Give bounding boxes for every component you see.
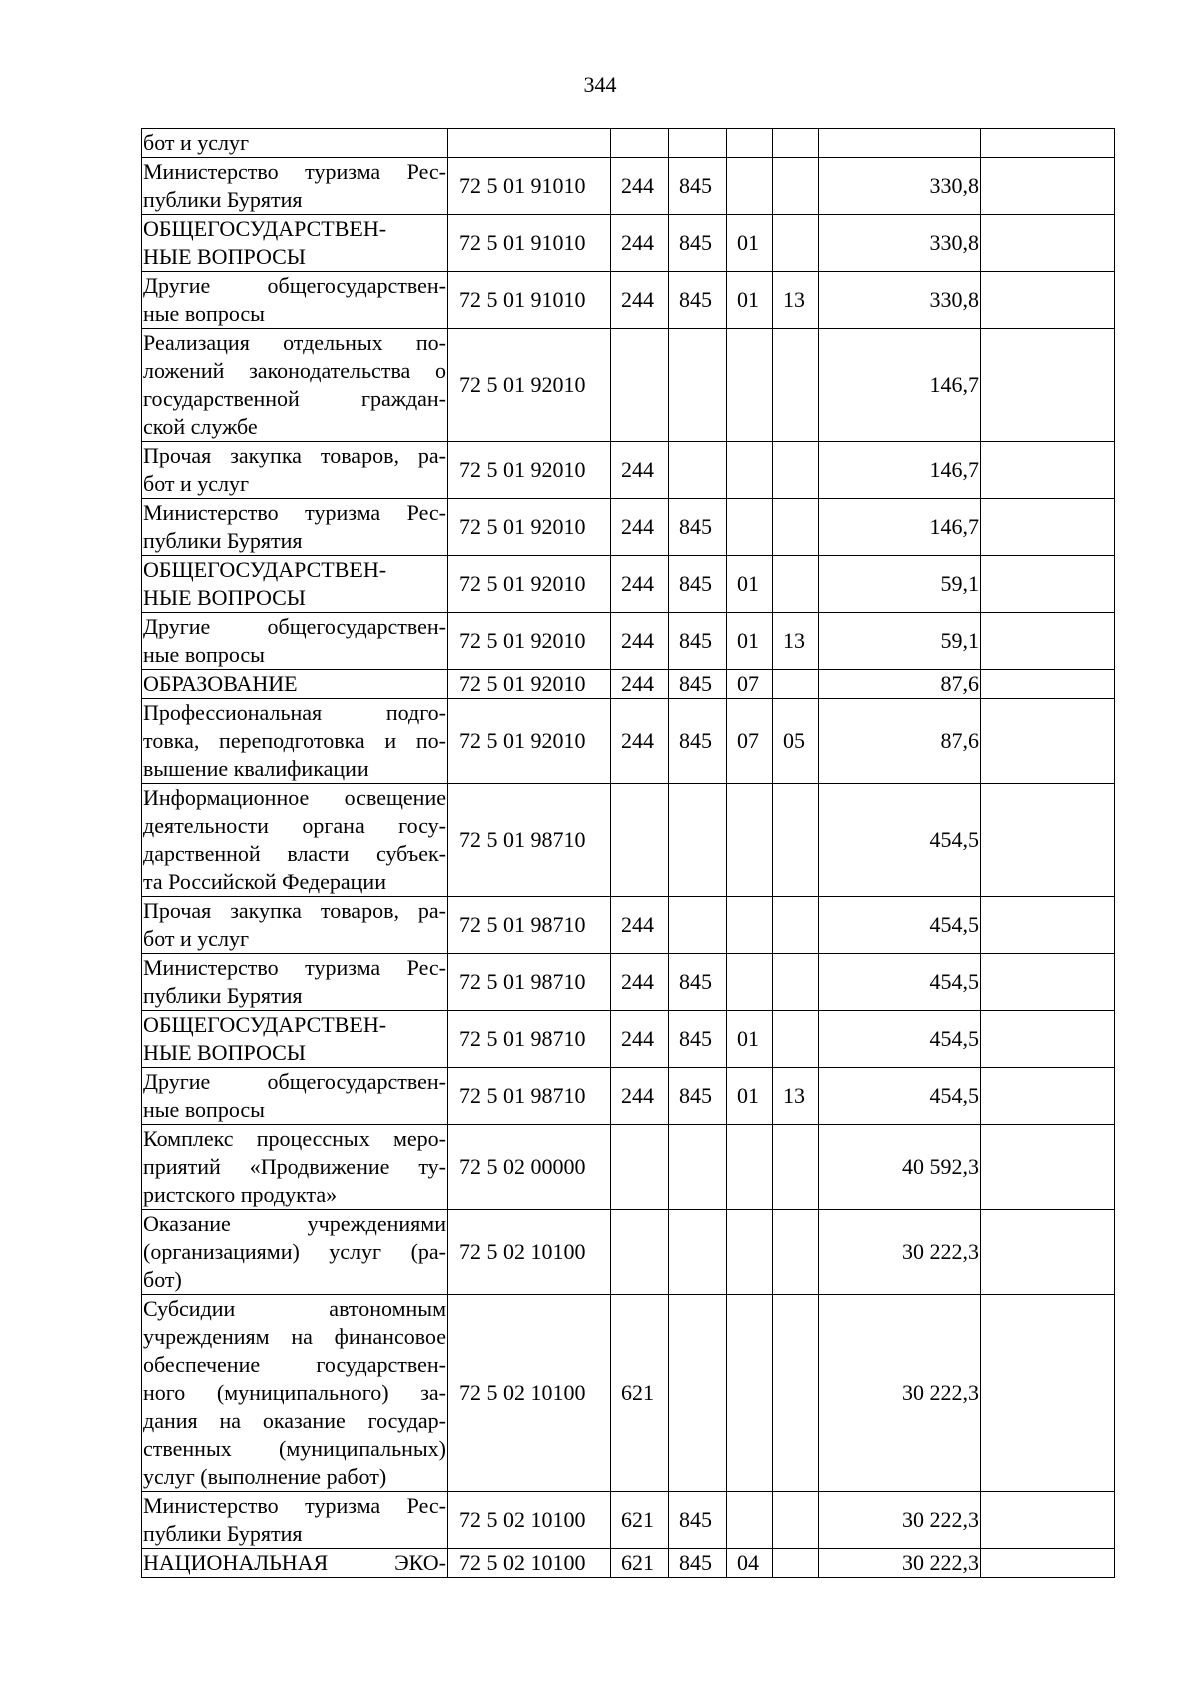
table-row: [142, 1549, 1115, 1578]
ministry-code-cell: 845: [669, 1492, 727, 1549]
ministry-code-cell: [669, 1295, 727, 1492]
expense-type-cell: [611, 784, 669, 897]
extra-cell: [981, 670, 1115, 699]
amount-cell: 454,5: [819, 897, 981, 954]
ministry-code-cell: 845: [669, 215, 727, 272]
table-row: [142, 129, 1115, 158]
extra-cell: [981, 442, 1115, 499]
section-cell: [727, 499, 773, 556]
expense-type-cell: 244: [611, 1068, 669, 1125]
ministry-code-cell: 845: [669, 158, 727, 215]
ministry-code-cell: [669, 1125, 727, 1210]
row-name-line: Комплекс процессных меро-: [143, 1126, 446, 1151]
row-name-line: вышение квалификации: [143, 756, 369, 781]
extra-cell: [981, 1011, 1115, 1068]
expense-type-cell: [611, 1125, 669, 1210]
row-name-line: НЫЕ ВОПРОСЫ: [143, 1040, 306, 1065]
subsection-cell: [773, 442, 819, 499]
expense-type-cell: 244: [611, 556, 669, 613]
amount-cell: 454,5: [819, 784, 981, 897]
ministry-code-cell: 845: [669, 670, 727, 699]
amount-cell: 330,8: [819, 272, 981, 329]
row-name-line: та Российской Федерации: [143, 869, 386, 894]
row-name-cell: [142, 1068, 448, 1125]
subsection-cell: [773, 1549, 819, 1578]
amount-cell: 330,8: [819, 215, 981, 272]
row-name-line: Профессиональная подго-: [143, 700, 446, 725]
row-name-cell: [142, 442, 448, 499]
target-article-cell: 72 5 01 98710: [448, 1068, 611, 1125]
row-name-cell: [142, 784, 448, 897]
table-row: [142, 784, 1115, 897]
amount-cell: 59,1: [819, 556, 981, 613]
amount-cell: 59,1: [819, 613, 981, 670]
row-name-line: ОБЩЕГОСУДАРСТВЕН-: [143, 557, 387, 582]
subsection-cell: [773, 1492, 819, 1549]
amount-cell: 30 222,3: [819, 1210, 981, 1295]
row-name-line: ОБЩЕГОСУДАРСТВЕН-: [143, 1012, 387, 1037]
expense-type-cell: 621: [611, 1295, 669, 1492]
subsection-cell: [773, 897, 819, 954]
table-row: [142, 954, 1115, 1011]
subsection-cell: [773, 556, 819, 613]
target-article-cell: 72 5 01 92010: [448, 499, 611, 556]
amount-cell: 30 222,3: [819, 1295, 981, 1492]
expense-type-cell: 244: [611, 272, 669, 329]
section-cell: [727, 129, 773, 158]
ministry-code-cell: [669, 442, 727, 499]
row-name-line: бот и услуг: [143, 926, 250, 951]
subsection-cell: 13: [773, 1068, 819, 1125]
expense-type-cell: 621: [611, 1549, 669, 1578]
section-cell: 01: [727, 556, 773, 613]
target-article-cell: 72 5 01 91010: [448, 215, 611, 272]
target-article-cell: 72 5 01 92010: [448, 556, 611, 613]
table-row: [142, 699, 1115, 784]
subsection-cell: [773, 215, 819, 272]
table-row: [142, 1210, 1115, 1295]
ministry-code-cell: 845: [669, 272, 727, 329]
row-name-cell: [142, 556, 448, 613]
amount-cell: 454,5: [819, 1011, 981, 1068]
row-name-line: дарственной власти субъек-: [143, 841, 446, 866]
table-row: [142, 215, 1115, 272]
row-name-cell: [142, 158, 448, 215]
expense-type-cell: 244: [611, 897, 669, 954]
row-name-cell: [142, 897, 448, 954]
row-name-cell: [142, 129, 448, 158]
row-name-line: ской службе: [143, 414, 258, 439]
row-name-line: услуг (выполнение работ): [143, 1464, 387, 1489]
row-name-cell: [142, 1125, 448, 1210]
row-name-line: Министерство туризма Рес-: [143, 500, 446, 525]
table-row: [142, 670, 1115, 699]
row-name-cell: [142, 1549, 448, 1578]
row-name-line: Информационное освещение: [143, 785, 446, 810]
section-cell: 01: [727, 215, 773, 272]
ministry-code-cell: [669, 129, 727, 158]
extra-cell: [981, 1295, 1115, 1492]
extra-cell: [981, 499, 1115, 556]
row-name-cell: [142, 699, 448, 784]
ministry-code-cell: 845: [669, 499, 727, 556]
expense-type-cell: [611, 1210, 669, 1295]
table-row: [142, 442, 1115, 499]
expense-type-cell: [611, 129, 669, 158]
page-number: 344: [583, 72, 617, 97]
expense-type-cell: 244: [611, 954, 669, 1011]
ministry-code-cell: 845: [669, 1549, 727, 1578]
section-cell: [727, 329, 773, 442]
target-article-cell: 72 5 01 92010: [448, 613, 611, 670]
ministry-code-cell: [669, 1210, 727, 1295]
row-name-cell: [142, 1011, 448, 1068]
row-name-line: ного (муниципального) за-: [143, 1380, 446, 1405]
subsection-cell: [773, 784, 819, 897]
table-row: [142, 1125, 1115, 1210]
row-name-cell: [142, 613, 448, 670]
subsection-cell: [773, 1210, 819, 1295]
subsection-cell: [773, 1295, 819, 1492]
extra-cell: [981, 1210, 1115, 1295]
row-name-line: Прочая закупка товаров, ра-: [143, 898, 446, 923]
row-name-line: публики Бурятия: [143, 1521, 303, 1546]
row-name-line: ственных (муниципальных): [143, 1436, 446, 1461]
row-name-line: Другие общегосударствен-: [143, 1069, 446, 1094]
target-article-cell: 72 5 02 10100: [448, 1295, 611, 1492]
row-name-cell: [142, 272, 448, 329]
extra-cell: [981, 272, 1115, 329]
expense-type-cell: 244: [611, 699, 669, 784]
subsection-cell: [773, 1011, 819, 1068]
extra-cell: [981, 1492, 1115, 1549]
row-name-line: ные вопросы: [143, 301, 265, 326]
extra-cell: [981, 329, 1115, 442]
expense-type-cell: [611, 329, 669, 442]
extra-cell: [981, 1549, 1115, 1578]
row-name-line: Другие общегосударствен-: [143, 273, 446, 298]
row-name-line: деятельности органа госу-: [143, 813, 446, 838]
row-name-line: бот): [143, 1267, 182, 1292]
expense-type-cell: 621: [611, 1492, 669, 1549]
section-cell: [727, 897, 773, 954]
expense-type-cell: 244: [611, 215, 669, 272]
row-name-line: Оказание учреждениями: [143, 1211, 446, 1236]
target-article-cell: 72 5 01 98710: [448, 897, 611, 954]
subsection-cell: [773, 499, 819, 556]
row-name-line: Другие общегосударствен-: [143, 614, 446, 639]
table-row: [142, 556, 1115, 613]
target-article-cell: 72 5 02 10100: [448, 1210, 611, 1295]
extra-cell: [981, 699, 1115, 784]
row-name-line: ложений законодательства о: [143, 358, 446, 383]
target-article-cell: 72 5 01 92010: [448, 329, 611, 442]
ministry-code-cell: [669, 897, 727, 954]
table-row: [142, 1492, 1115, 1549]
extra-cell: [981, 158, 1115, 215]
row-name-line: Реализация отдельных по-: [143, 330, 446, 355]
ministry-code-cell: 845: [669, 954, 727, 1011]
subsection-cell: [773, 329, 819, 442]
target-article-cell: 72 5 01 98710: [448, 1011, 611, 1068]
budget-table: [141, 128, 1115, 1578]
subsection-cell: 13: [773, 613, 819, 670]
row-name-line: бот и услуг: [143, 130, 250, 155]
subsection-cell: [773, 670, 819, 699]
amount-cell: 87,6: [819, 670, 981, 699]
section-cell: [727, 158, 773, 215]
subsection-cell: 05: [773, 699, 819, 784]
section-cell: [727, 954, 773, 1011]
row-name-line: учреждениям на финансовое: [143, 1324, 446, 1349]
expense-type-cell: 244: [611, 499, 669, 556]
ministry-code-cell: 845: [669, 556, 727, 613]
expense-type-cell: 244: [611, 442, 669, 499]
row-name-line: Министерство туризма Рес-: [143, 1493, 446, 1518]
row-name-line: Министерство туризма Рес-: [143, 955, 446, 980]
row-name-cell: [142, 954, 448, 1011]
amount-cell: 30 222,3: [819, 1549, 981, 1578]
section-cell: 01: [727, 272, 773, 329]
row-name-line: ные вопросы: [143, 1097, 265, 1122]
row-name-line: публики Бурятия: [143, 983, 303, 1008]
row-name-line: обеспечение государствен-: [143, 1352, 446, 1377]
expense-type-cell: 244: [611, 158, 669, 215]
row-name-line: НЫЕ ВОПРОСЫ: [143, 585, 306, 610]
amount-cell: 454,5: [819, 1068, 981, 1125]
expense-type-cell: 244: [611, 670, 669, 699]
row-name-line: публики Бурятия: [143, 528, 303, 553]
section-cell: 01: [727, 613, 773, 670]
extra-cell: [981, 215, 1115, 272]
section-cell: [727, 1125, 773, 1210]
row-name-line: ОБРАЗОВАНИЕ: [143, 671, 298, 696]
target-article-cell: 72 5 02 00000: [448, 1125, 611, 1210]
table-row: [142, 897, 1115, 954]
extra-cell: [981, 784, 1115, 897]
target-article-cell: 72 5 01 92010: [448, 670, 611, 699]
row-name-line: (организациями) услуг (ра-: [143, 1239, 446, 1264]
table-row: [142, 1068, 1115, 1125]
row-name-line: Прочая закупка товаров, ра-: [143, 443, 446, 468]
target-article-cell: 72 5 01 92010: [448, 442, 611, 499]
ministry-code-cell: 845: [669, 699, 727, 784]
target-article-cell: 72 5 02 10100: [448, 1492, 611, 1549]
target-article-cell: 72 5 02 10100: [448, 1549, 611, 1578]
amount-cell: 87,6: [819, 699, 981, 784]
row-name-line: дания на оказание государ-: [143, 1408, 446, 1433]
target-article-cell: 72 5 01 91010: [448, 272, 611, 329]
row-name-cell: [142, 1210, 448, 1295]
row-name-line: ристского продукта»: [143, 1182, 338, 1207]
amount-cell: 146,7: [819, 329, 981, 442]
ministry-code-cell: 845: [669, 1068, 727, 1125]
row-name-line: НАЦИОНАЛЬНАЯ ЭКО-: [143, 1550, 446, 1575]
row-name-line: ОБЩЕГОСУДАРСТВЕН-: [143, 216, 387, 241]
row-name-line: ные вопросы: [143, 642, 265, 667]
row-name-line: Министерство туризма Рес-: [143, 159, 446, 184]
extra-cell: [981, 613, 1115, 670]
row-name-line: Субсидии автономным: [143, 1296, 446, 1321]
row-name-line: НЫЕ ВОПРОСЫ: [143, 244, 306, 269]
row-name-line: государственной граждан-: [143, 386, 446, 411]
row-name-cell: [142, 1492, 448, 1549]
expense-type-cell: 244: [611, 1011, 669, 1068]
row-name-line: приятий «Продвижение ту-: [143, 1154, 446, 1179]
row-name-line: публики Бурятия: [143, 187, 303, 212]
ministry-code-cell: [669, 784, 727, 897]
table-row: [142, 272, 1115, 329]
table-row: [142, 158, 1115, 215]
target-article-cell: 72 5 01 91010: [448, 158, 611, 215]
table-row: [142, 1295, 1115, 1492]
subsection-cell: [773, 954, 819, 1011]
row-name-cell: [142, 1295, 448, 1492]
row-name-cell: [142, 329, 448, 442]
section-cell: 01: [727, 1068, 773, 1125]
extra-cell: [981, 897, 1115, 954]
target-article-cell: 72 5 01 98710: [448, 784, 611, 897]
target-article-cell: 72 5 01 92010: [448, 699, 611, 784]
amount-cell: 146,7: [819, 499, 981, 556]
subsection-cell: [773, 129, 819, 158]
ministry-code-cell: 845: [669, 613, 727, 670]
row-name-cell: [142, 670, 448, 699]
table-row: [142, 329, 1115, 442]
ministry-code-cell: [669, 329, 727, 442]
target-article-cell: [448, 129, 611, 158]
target-article-cell: 72 5 01 98710: [448, 954, 611, 1011]
row-name-line: товка, переподготовка и по-: [143, 728, 446, 753]
subsection-cell: [773, 158, 819, 215]
extra-cell: [981, 1068, 1115, 1125]
section-cell: 07: [727, 699, 773, 784]
amount-cell: 30 222,3: [819, 1492, 981, 1549]
table-row: [142, 613, 1115, 670]
row-name-cell: [142, 215, 448, 272]
section-cell: [727, 442, 773, 499]
row-name-cell: [142, 499, 448, 556]
section-cell: 04: [727, 1549, 773, 1578]
amount-cell: 330,8: [819, 158, 981, 215]
amount-cell: 146,7: [819, 442, 981, 499]
section-cell: [727, 1492, 773, 1549]
section-cell: 07: [727, 670, 773, 699]
amount-cell: 454,5: [819, 954, 981, 1011]
ministry-code-cell: 845: [669, 1011, 727, 1068]
extra-cell: [981, 1125, 1115, 1210]
amount-cell: [819, 129, 981, 158]
section-cell: [727, 1210, 773, 1295]
table-body: [142, 129, 1115, 1578]
table-row: [142, 1011, 1115, 1068]
expense-type-cell: 244: [611, 613, 669, 670]
table-row: [142, 499, 1115, 556]
row-name-line: бот и услуг: [143, 471, 250, 496]
section-cell: 01: [727, 1011, 773, 1068]
subsection-cell: [773, 1125, 819, 1210]
extra-cell: [981, 556, 1115, 613]
section-cell: [727, 784, 773, 897]
extra-cell: [981, 954, 1115, 1011]
section-cell: [727, 1295, 773, 1492]
amount-cell: 40 592,3: [819, 1125, 981, 1210]
subsection-cell: 13: [773, 272, 819, 329]
extra-cell: [981, 129, 1115, 158]
